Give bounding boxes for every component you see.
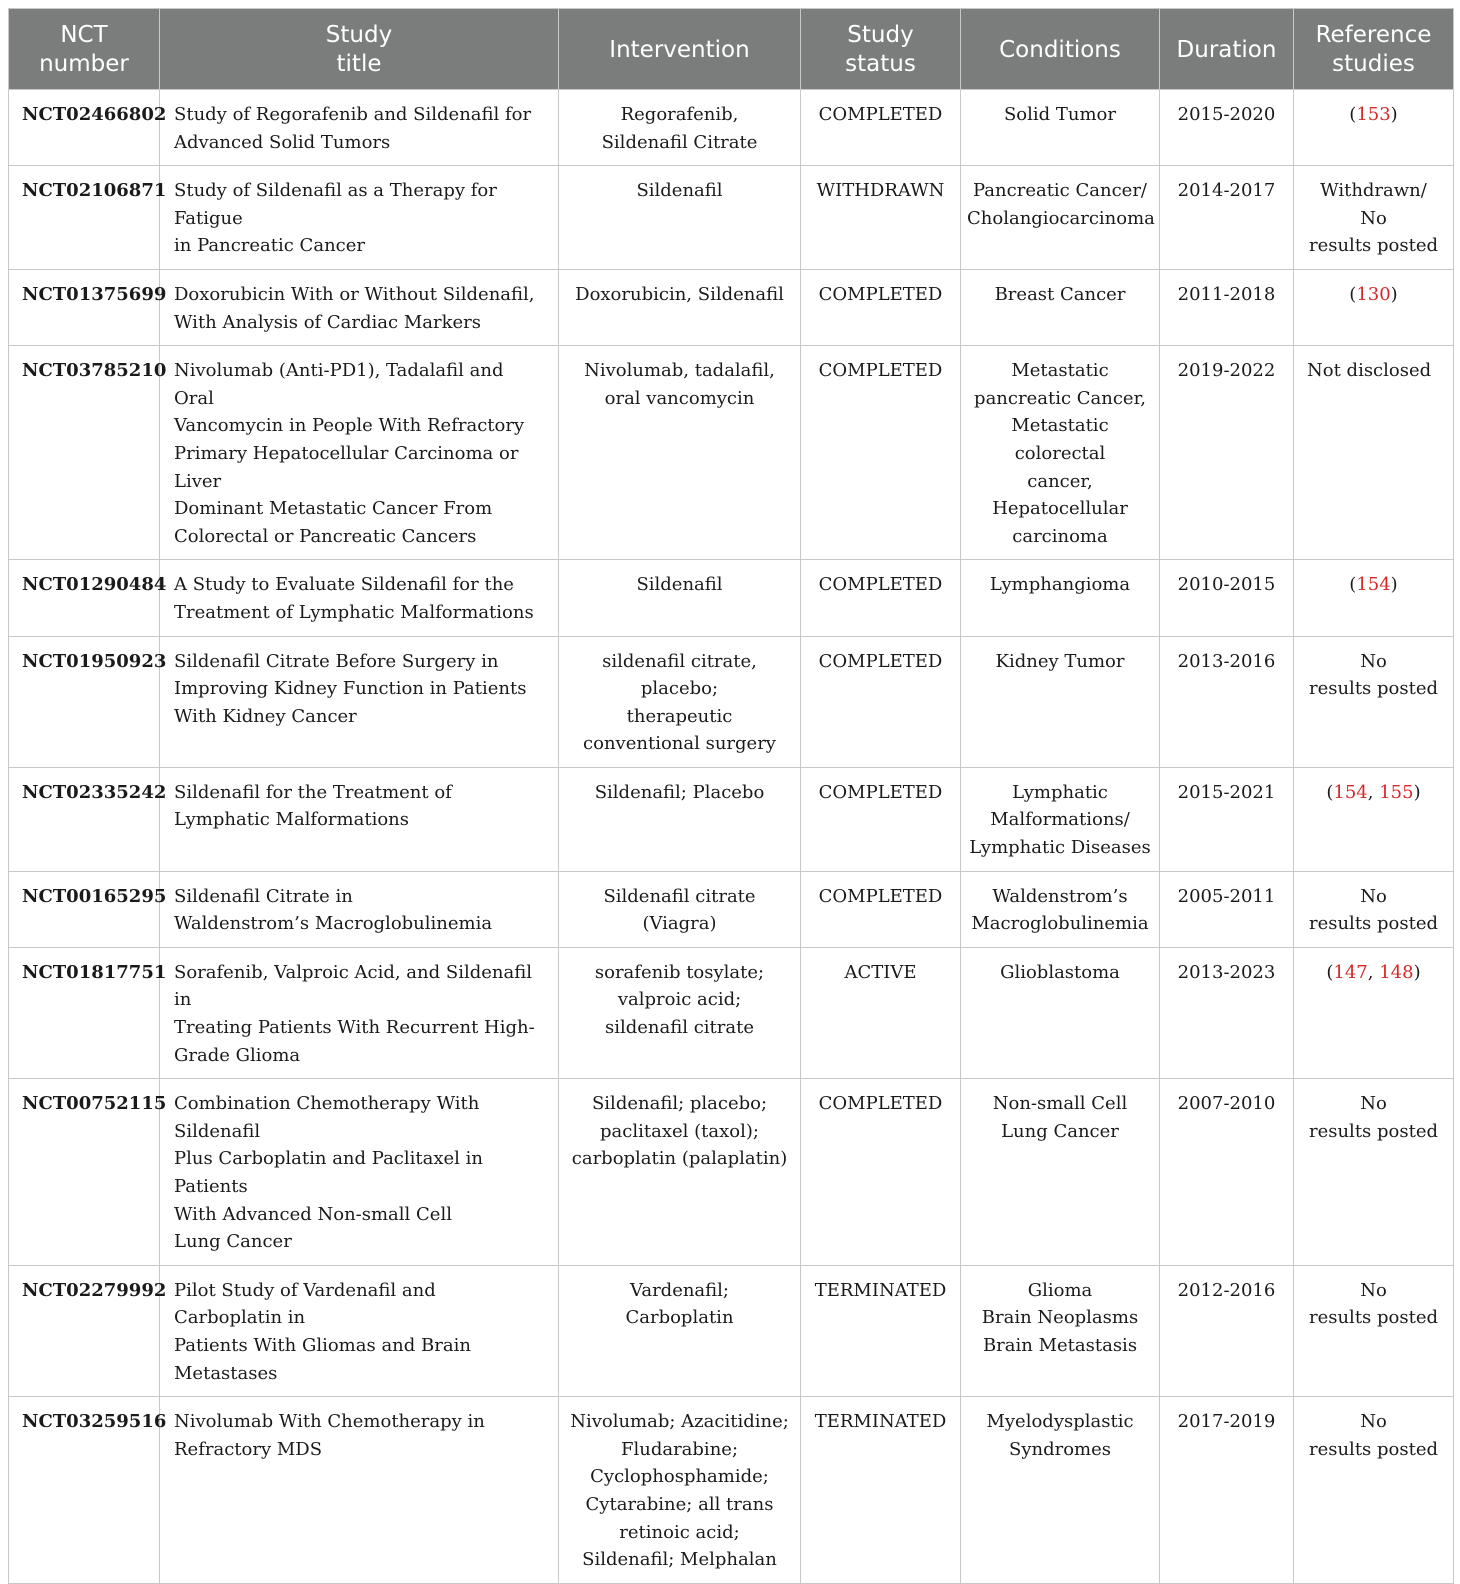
reference-text-line: No (1360, 1411, 1387, 1433)
reference-link[interactable]: 148 (1379, 961, 1414, 983)
conditions-cell (961, 1397, 1160, 1584)
intervention-line: Nivolumab, tadalafil, (584, 360, 775, 382)
study-title-line: Improving Kidney Function in Patients (174, 678, 527, 700)
reference-studies-cell (1294, 1079, 1454, 1266)
study-status-cell: COMPLETED (801, 346, 961, 560)
header-conditions: Conditions (961, 9, 1160, 90)
condition-line: cancer, (1027, 470, 1093, 492)
condition-line: Solid Tumor (1003, 104, 1117, 125)
study-title-line: Doxorubicin With or Without Sildenafil, (174, 283, 535, 305)
study-title-line: Refractory MDS (174, 1438, 323, 1460)
intervention-line: Sildenafil; Placebo (594, 781, 765, 803)
study-title-line: Sorafenib, Valproic Acid, and Sildenafil in (174, 961, 532, 1011)
study-status-cell: TERMINATED (801, 1265, 961, 1396)
reference-text-line: results posted (1308, 1438, 1439, 1460)
reference-text-line: results posted (1308, 235, 1439, 257)
intervention-line: Sildenafil; Melphalan (582, 1549, 777, 1571)
nct-number-cell: NCT01817751 (9, 947, 160, 1078)
study-title-cell (160, 90, 559, 166)
nct-number-cell: NCT00752115 (9, 1079, 160, 1266)
reference-link[interactable]: 153 (1356, 104, 1391, 125)
study-title-line: in Pancreatic Cancer (174, 235, 365, 257)
reference-studies-cell (1294, 871, 1454, 947)
reference-text-line: Withdrawn/ (1320, 180, 1427, 202)
study-status-cell: TERMINATED (801, 1397, 961, 1584)
nct-number-cell: NCT02279992 (9, 1265, 160, 1396)
reference-studies-cell (1294, 346, 1454, 560)
intervention-line: Sildenafil citrate (Viagra) (603, 885, 756, 935)
table-row (9, 767, 1454, 871)
study-status-cell: COMPLETED (801, 871, 961, 947)
reference-studies-cell: (130) (1294, 269, 1454, 345)
study-title-line: Colorectal or Pancreatic Cancers (174, 525, 477, 547)
conditions-cell (961, 346, 1160, 560)
reference-link[interactable]: 154 (1333, 781, 1368, 803)
intervention-cell (559, 90, 801, 166)
study-title-line: Nivolumab With Chemotherapy in (174, 1411, 485, 1433)
intervention-line: Doxorubicin, Sildenafil (575, 283, 784, 305)
study-title-line: With Kidney Cancer (174, 705, 357, 727)
condition-line: Syndromes (1008, 1438, 1111, 1460)
header-nct-number: NCT number (9, 9, 160, 90)
reference-link[interactable]: 130 (1356, 283, 1391, 305)
intervention-line: Sildenafil (636, 180, 723, 202)
reference-studies-cell: (154, 155) (1294, 767, 1454, 871)
conditions-cell (961, 947, 1160, 1078)
condition-line: Kidney Tumor (995, 650, 1125, 672)
intervention-line: Cyclophosphamide; (590, 1466, 769, 1488)
duration-cell: 2007-2010 (1160, 1079, 1294, 1266)
study-status-cell: WITHDRAWN (801, 166, 961, 270)
table-row (9, 166, 1454, 270)
header-intervention: Intervention (559, 9, 801, 90)
nct-number-cell: NCT00165295 (9, 871, 160, 947)
table-row (9, 90, 1454, 166)
duration-cell: 2012-2016 (1160, 1265, 1294, 1396)
study-title-line: Primary Hepatocellular Carcinoma or Liver (174, 442, 519, 492)
conditions-cell (961, 560, 1160, 636)
nct-number-cell: NCT02466802 (9, 90, 160, 166)
study-title-line: Patients With Gliomas and Brain Metastases (174, 1334, 471, 1384)
conditions-cell (961, 166, 1160, 270)
study-title-line: With Advanced Non-small Cell (174, 1203, 452, 1225)
condition-line: Metastatic colorectal (1011, 415, 1109, 464)
study-title-line: Grade Glioma (174, 1044, 301, 1066)
conditions-cell (961, 1079, 1160, 1266)
study-status-cell: COMPLETED (801, 1079, 961, 1266)
study-title-cell (160, 871, 559, 947)
study-title-line: Treating Patients With Recurrent High- (174, 1017, 535, 1039)
duration-cell: 2015-2020 (1160, 90, 1294, 166)
reference-link[interactable]: 155 (1379, 781, 1414, 803)
study-status-cell: COMPLETED (801, 767, 961, 871)
study-title-cell (160, 947, 559, 1078)
study-title-line: Pilot Study of Vardenafil and Carboplatin in (174, 1279, 436, 1329)
study-title-line: Sildenafil for the Treatment of (174, 781, 452, 803)
table-row (9, 269, 1454, 345)
condition-line: Metastatic (1011, 360, 1109, 382)
study-title-cell (160, 560, 559, 636)
header-study-title: Study title (160, 9, 559, 90)
intervention-line: therapeutic (626, 705, 733, 727)
study-status-cell: ACTIVE (801, 947, 961, 1078)
intervention-cell (559, 269, 801, 345)
condition-line: carcinoma (1012, 525, 1108, 547)
study-title-cell (160, 767, 559, 871)
intervention-line: oral vancomycin (604, 387, 755, 409)
condition-line: Pancreatic Cancer/ (973, 180, 1147, 202)
duration-cell: 2013-2023 (1160, 947, 1294, 1078)
table-row (9, 871, 1454, 947)
study-status-cell: COMPLETED (801, 560, 961, 636)
intervention-line: Sildenafil (636, 574, 723, 596)
reference-link[interactable]: 147 (1333, 961, 1368, 983)
intervention-cell (559, 166, 801, 270)
study-title-line: Plus Carboplatin and Paclitaxel in Patients (174, 1148, 483, 1197)
intervention-cell (559, 871, 801, 947)
conditions-cell (961, 1265, 1160, 1396)
study-status-cell: COMPLETED (801, 90, 961, 166)
intervention-line: Carboplatin (625, 1307, 734, 1329)
table-row (9, 346, 1454, 560)
reference-text-line: results posted (1308, 913, 1439, 935)
study-title-line: Combination Chemotherapy With Sildenafil (174, 1093, 480, 1142)
study-title-cell (160, 1265, 559, 1396)
condition-line: Myelodysplastic (986, 1411, 1134, 1433)
reference-text-line: No (1360, 1093, 1387, 1115)
study-title-line: A Study to Evaluate Sildenafil for the (174, 574, 514, 596)
intervention-line: Cytarabine; all trans (585, 1493, 774, 1515)
header-duration: Duration (1160, 9, 1294, 90)
condition-line: pancreatic Cancer, (974, 387, 1146, 409)
study-title-cell (160, 1397, 559, 1584)
study-status-cell: COMPLETED (801, 269, 961, 345)
reference-text-line: No (1360, 650, 1387, 672)
condition-line: Lung Cancer (1001, 1120, 1119, 1142)
header-row (9, 9, 1454, 90)
table-body (9, 90, 1454, 1584)
intervention-cell (559, 1079, 801, 1266)
intervention-line: Regorafenib, (620, 104, 739, 125)
intervention-cell (559, 1397, 801, 1584)
reference-text-line: No (1360, 885, 1387, 907)
duration-cell: 2015-2021 (1160, 767, 1294, 871)
intervention-line: Vardenafil; (629, 1279, 729, 1301)
intervention-line: carboplatin (palaplatin) (571, 1148, 788, 1170)
condition-line: Cholangiocarcinoma (967, 207, 1155, 229)
intervention-line: sildenafil citrate (604, 1017, 755, 1039)
condition-line: Lymphatic Diseases (969, 837, 1151, 859)
study-title-line: Treatment of Lymphatic Malformations (174, 601, 534, 623)
study-title-line: Vancomycin in People With Refractory (174, 415, 525, 437)
duration-cell: 2019-2022 (1160, 346, 1294, 560)
study-title-line: Lung Cancer (174, 1231, 292, 1253)
intervention-cell (559, 947, 801, 1078)
reference-studies-cell: (154) (1294, 560, 1454, 636)
conditions-cell (961, 871, 1160, 947)
duration-cell: 2011-2018 (1160, 269, 1294, 345)
condition-line: Macroglobulinemia (971, 913, 1149, 935)
study-title-line: Sildenafil Citrate Before Surgery in (174, 650, 499, 672)
reference-studies-cell (1294, 636, 1454, 767)
duration-cell: 2005-2011 (1160, 871, 1294, 947)
nct-number-cell: NCT03259516 (9, 1397, 160, 1584)
study-status-cell: COMPLETED (801, 636, 961, 767)
reference-text-line: results posted (1308, 1120, 1439, 1142)
condition-line: Hepatocellular (992, 498, 1128, 520)
condition-line: Lymphatic (1012, 781, 1108, 803)
intervention-line: Nivolumab; Azacitidine; (570, 1411, 789, 1433)
study-title-cell (160, 166, 559, 270)
conditions-cell (961, 636, 1160, 767)
nct-number-cell: NCT01290484 (9, 560, 160, 636)
table-row (9, 1397, 1454, 1584)
reference-text-line: No (1360, 1279, 1387, 1301)
intervention-line: Fludarabine; (620, 1438, 739, 1460)
reference-studies-cell: (153) (1294, 90, 1454, 166)
intervention-cell (559, 767, 801, 871)
intervention-line: sorafenib tosylate; (594, 961, 765, 983)
study-title-cell (160, 346, 559, 560)
condition-line: Waldenstrom’s (992, 885, 1128, 907)
condition-line: Malformations/ (990, 809, 1130, 831)
study-title-line: Nivolumab (Anti-PD1), Tadalafil and Oral (174, 360, 504, 409)
conditions-cell (961, 269, 1160, 345)
intervention-cell (559, 636, 801, 767)
intervention-cell (559, 346, 801, 560)
study-title-cell (160, 636, 559, 767)
reference-text-line: results posted (1308, 1307, 1439, 1329)
table-row (9, 636, 1454, 767)
reference-studies-cell (1294, 1397, 1454, 1584)
study-title-line: Study of Sildenafil as a Therapy for Fatigue (174, 180, 497, 229)
condition-line: Brain Metastasis (982, 1334, 1138, 1356)
intervention-line: Sildenafil Citrate (601, 131, 758, 153)
study-title-line: Waldenstrom’s Macroglobulinemia (174, 913, 493, 935)
reference-text-line: Not disclosed (1307, 360, 1432, 382)
nct-number-cell: NCT03785210 (9, 346, 160, 560)
study-title-line: Sildenafil Citrate in (174, 885, 353, 907)
reference-text-line: results posted (1308, 678, 1439, 700)
duration-cell: 2014-2017 (1160, 166, 1294, 270)
header-reference-studies: Reference studies (1294, 9, 1454, 90)
study-title-line: Study of Regorafenib and Sildenafil for (174, 104, 532, 125)
reference-studies-cell: (147, 148) (1294, 947, 1454, 1078)
intervention-line: valproic acid; (617, 989, 742, 1011)
table-row (9, 1265, 1454, 1396)
intervention-cell (559, 1265, 801, 1396)
study-title-cell (160, 1079, 559, 1266)
clinical-trials-table (8, 8, 1454, 1584)
intervention-line: conventional surgery (583, 733, 776, 755)
conditions-cell (961, 90, 1160, 166)
nct-number-cell: NCT01375699 (9, 269, 160, 345)
conditions-cell (961, 767, 1160, 871)
study-title-line: Dominant Metastatic Cancer From (174, 498, 493, 520)
duration-cell: 2010-2015 (1160, 560, 1294, 636)
reference-text-line: No (1360, 207, 1387, 229)
study-title-line: Advanced Solid Tumors (174, 131, 391, 153)
nct-number-cell: NCT02106871 (9, 166, 160, 270)
condition-line: Lymphangioma (989, 574, 1131, 596)
table-row (9, 947, 1454, 1078)
intervention-line: retinoic acid; (619, 1521, 740, 1543)
study-title-line: With Analysis of Cardiac Markers (174, 311, 482, 333)
condition-line: Brain Neoplasms (981, 1307, 1139, 1329)
intervention-line: sildenafil citrate, placebo; (602, 650, 757, 700)
table-row (9, 560, 1454, 636)
study-title-cell (160, 269, 559, 345)
reference-studies-cell (1294, 1265, 1454, 1396)
condition-line: Glioma (1027, 1279, 1093, 1301)
nct-number-cell: NCT01950923 (9, 636, 160, 767)
condition-line: Glioblastoma (1000, 961, 1120, 983)
study-title-line: Lymphatic Malformations (174, 809, 409, 831)
intervention-cell (559, 560, 801, 636)
header-study-status: Study status (801, 9, 961, 90)
reference-link[interactable]: 154 (1356, 574, 1391, 596)
condition-line: Breast Cancer (994, 283, 1126, 305)
intervention-line: paclitaxel (taxol); (600, 1120, 759, 1142)
duration-cell: 2013-2016 (1160, 636, 1294, 767)
intervention-line: Sildenafil; placebo; (591, 1093, 768, 1115)
duration-cell: 2017-2019 (1160, 1397, 1294, 1584)
table-row (9, 1079, 1454, 1266)
nct-number-cell: NCT02335242 (9, 767, 160, 871)
reference-studies-cell (1294, 166, 1454, 270)
condition-line: Non-small Cell (992, 1093, 1128, 1115)
